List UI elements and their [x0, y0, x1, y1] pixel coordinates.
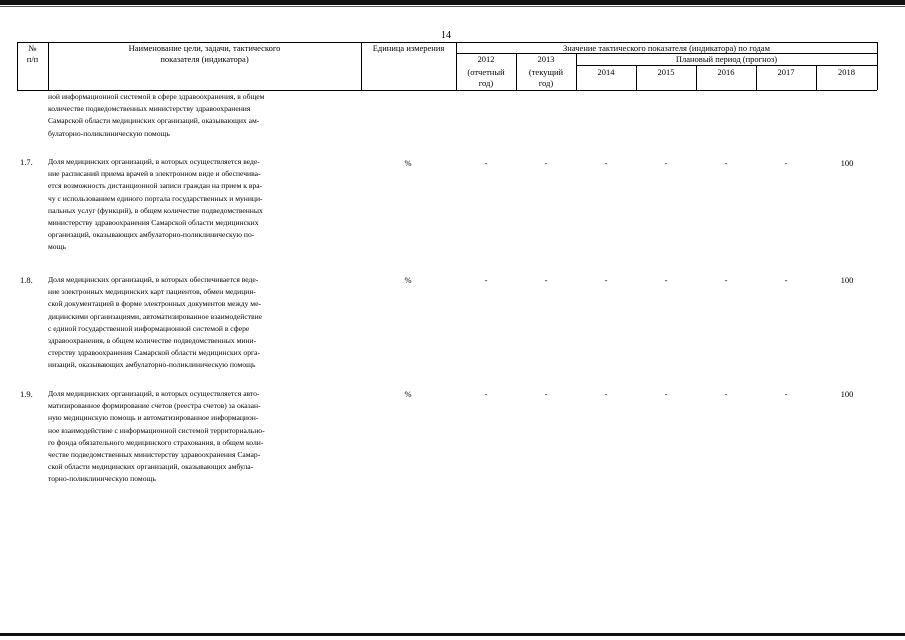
year-2012-note1: (отчетный: [467, 67, 505, 77]
header-year-2015: 2015: [657, 67, 675, 77]
value-2013: -: [544, 275, 548, 285]
page-number: 14: [441, 30, 451, 41]
row-description: [48, 156, 356, 254]
text-line: чу с использованием единого портала государственных и муници-: [48, 193, 263, 203]
value-2014: -: [604, 158, 608, 168]
header-name-line1: Наименование цели, задачи, тактического: [128, 43, 281, 53]
value-2012: -: [484, 389, 488, 399]
year-2012: 2012: [477, 54, 495, 64]
value-2013: -: [544, 158, 548, 168]
header-unit: Единица измерения: [372, 43, 445, 53]
unit-cell: %: [404, 158, 412, 168]
top-border-thin: [0, 6, 905, 7]
value-2018: 100: [840, 389, 854, 399]
row-number: 1.7.: [20, 157, 33, 167]
value-2018: 100: [840, 158, 854, 168]
value-2017: -: [784, 389, 788, 399]
value-2012: -: [484, 275, 488, 285]
header-values: Значение тактического показателя (индикатора) по годам: [563, 43, 770, 53]
row-number: 1.8.: [20, 275, 33, 285]
value-2016: -: [724, 389, 728, 399]
year-2013-note1: (текущий: [528, 67, 564, 77]
text-line: пальных услуг (функций), в общем количестве подведомственных: [48, 205, 263, 215]
text-line: ние электронных медицинских карт пациентов, обмен медицин-: [48, 287, 256, 297]
text-line: торно-поликлиническую помощь: [48, 474, 156, 484]
text-line: ской документацией в форме электронных документов между ме-: [48, 299, 261, 309]
text-line: Самарской области медицинских организаций, оказывающих ам-: [48, 116, 260, 126]
value-2013: -: [544, 389, 548, 399]
text-line: министерству здравоохранения Самарской области медицинских: [48, 218, 259, 228]
header-name: [48, 43, 361, 65]
header-num: [17, 43, 48, 65]
header-year-2016: 2016: [717, 67, 735, 77]
header-name-line2: показателя (индикатора): [160, 54, 249, 64]
text-line: ской области медицинских организаций, оказывающих амбула-: [48, 462, 254, 472]
value-2015: -: [664, 275, 668, 285]
text-line: Доля медицинских организаций, в которых осуществляется авто-: [48, 389, 260, 398]
text-line: булаторно-поликлиническую помощь: [48, 128, 170, 138]
text-line: честве подведомственных министерству здравоохранения Самар-: [48, 450, 261, 460]
header-year-2018: 2018: [838, 67, 855, 77]
value-2012: -: [484, 158, 488, 168]
year-2012-note2: год): [478, 78, 494, 88]
header-planned-line: [576, 65, 877, 66]
text-line: количестве подведомственных министерству здравоохранения: [48, 104, 251, 114]
header-year-2013: [516, 54, 576, 89]
text-line: здравоохранения, в общем количестве подведомственных мини-: [48, 336, 257, 346]
text-line: с единой государственной информационной системой в сфере: [48, 323, 250, 333]
year-2013: 2013: [537, 54, 555, 64]
row-description: [48, 274, 356, 372]
header-planned: Плановый период (прогноз): [675, 54, 778, 64]
text-line: организаций, оказывающих амбулаторно-поликлиническую по-: [48, 230, 255, 240]
bottom-border: [0, 633, 905, 636]
text-line: дицинскими организациями, автоматизированное взаимодействие: [48, 311, 263, 321]
header-num-line1: №: [28, 43, 37, 53]
text-line: мощь: [48, 242, 66, 252]
value-2017: -: [784, 158, 788, 168]
value-2016: -: [724, 158, 728, 168]
header-num-line2: п/п: [26, 54, 39, 64]
row-number: 1.9.: [20, 389, 33, 399]
text-line: Доля медицинских организаций, в которых обеспечивается веде-: [48, 275, 259, 284]
continuation-text: [48, 91, 356, 140]
value-2014: -: [604, 389, 608, 399]
value-2016: -: [724, 275, 728, 285]
value-2017: -: [784, 275, 788, 285]
value-2014: -: [604, 275, 608, 285]
header-year-2014: 2014: [597, 67, 615, 77]
col-border: [877, 42, 878, 90]
top-border: [0, 0, 905, 5]
value-2015: -: [664, 389, 668, 399]
text-line: низаций, оказывающих амбулаторно-поликлиническую помощь: [48, 360, 256, 370]
header-year-2012: [456, 54, 516, 89]
text-line: го фонда обязательного медицинского страхования, в общем коли-: [48, 437, 264, 447]
text-line: ное взаимодействие с информационной системой территориально-: [48, 425, 265, 435]
value-2018: 100: [840, 275, 854, 285]
year-2013-note2: год): [538, 78, 554, 88]
text-line: матизированное формирование счетов (реестра счетов) за оказан-: [48, 401, 261, 411]
text-line: стерству здравоохранения Самарской области медицинских орга-: [48, 348, 261, 358]
unit-cell: %: [404, 275, 412, 285]
text-line: ную медицинскую помощь и автоматизированное информацион-: [48, 413, 259, 423]
row-description: [48, 388, 356, 486]
header-year-2017: 2017: [777, 67, 795, 77]
value-2015: -: [664, 158, 668, 168]
text-line: Доля медицинских организаций, в которых осуществляется веде-: [48, 157, 260, 166]
text-line: ной информационной системой в сфере здравоохранения, в общем: [48, 92, 265, 101]
unit-cell: %: [404, 389, 412, 399]
text-line: ние расписаний приема врачей в электронном виде и обеспечива-: [48, 169, 261, 179]
text-line: ется возможность дистанционной записи граждан на прием к вра-: [48, 181, 263, 191]
